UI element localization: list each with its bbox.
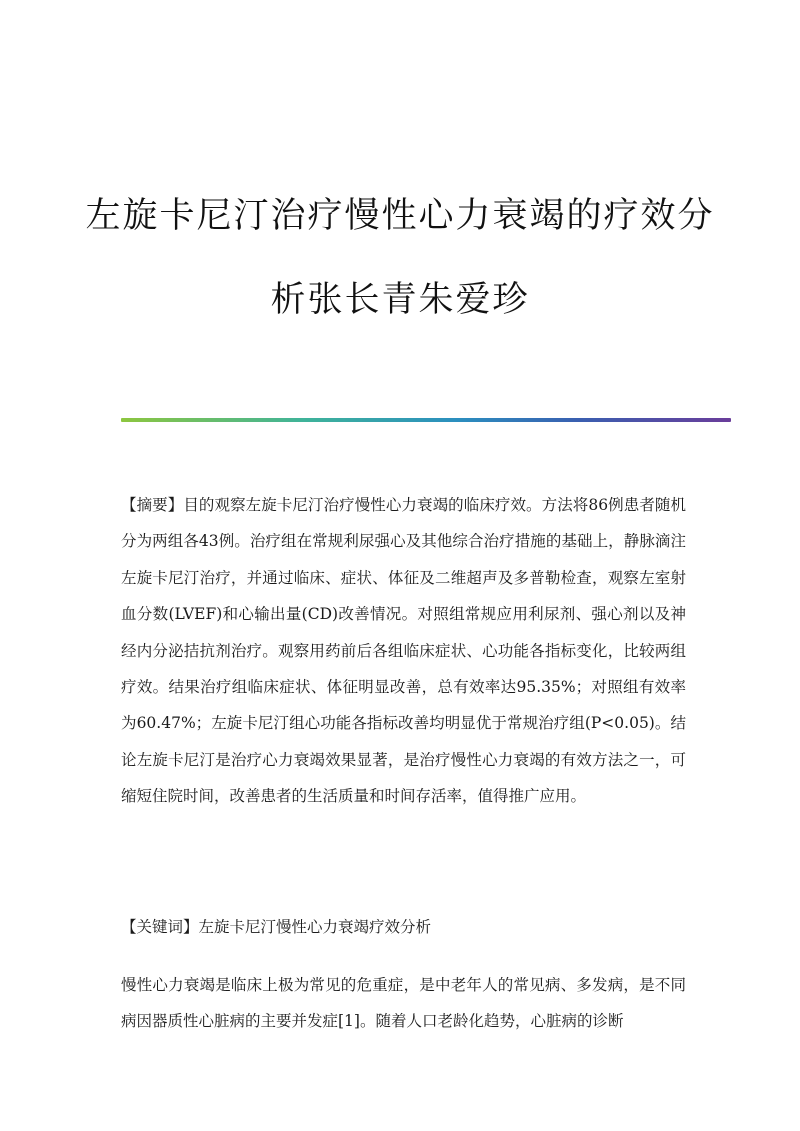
document-title-line1: 左旋卡尼汀治疗慢性心力衰竭的疗效分 xyxy=(85,196,715,236)
abstract-paragraph xyxy=(121,487,686,815)
intro-section xyxy=(121,967,686,1040)
abstract-text: 目的观察左旋卡尼汀治疗慢性心力衰竭的临床疗效。方法将86例患者随机分为两组各43例。治疗组在常规利尿强心及其他综合治疗措施的基础上，静脉滴注左旋卡尼汀治疗，并通过临床、症状、体征及二维超声及多普勒检查，观察左室射血分数(LVEF)和心输出量(CD)改善情况。对照组常规应用利尿剂、强心剂以及神经内分泌拮抗剂治疗。观察用药前后各组临床症状、心功能各指标变化，比较两组疗效。结果治疗组临床症状、体征明显改善，总有效率达95.35%；对照组有效率为60.47%；左旋卡尼汀组心功能各指标改善均明显优于常规治疗组(P<0.05)。结论左旋卡尼汀是治疗心力衰竭效果显著，是治疗慢性心力衰竭的有效方法之一，可缩短住院时间，改善患者的生活质量和时间存活率，值得推广应用。 xyxy=(121,496,686,806)
intro-paragraph: 慢性心力衰竭是临床上极为常见的危重症，是中老年人的常见病、多发病，是不同病因器质性心脏病的主要并发症[1]。随着人口老龄化趋势，心脏病的诊断 xyxy=(121,976,686,1031)
abstract-section xyxy=(121,487,686,815)
title-divider xyxy=(121,418,731,422)
keywords-label: 【关键词】 xyxy=(121,918,199,936)
keywords-text: 左旋卡尼汀慢性心力衰竭疗效分析 xyxy=(198,918,432,936)
document-title-line2: 析张长青朱爱珍 xyxy=(270,280,530,320)
keywords-paragraph xyxy=(121,909,686,945)
keywords-section xyxy=(121,909,686,945)
abstract-label: 【摘要】 xyxy=(121,496,184,514)
